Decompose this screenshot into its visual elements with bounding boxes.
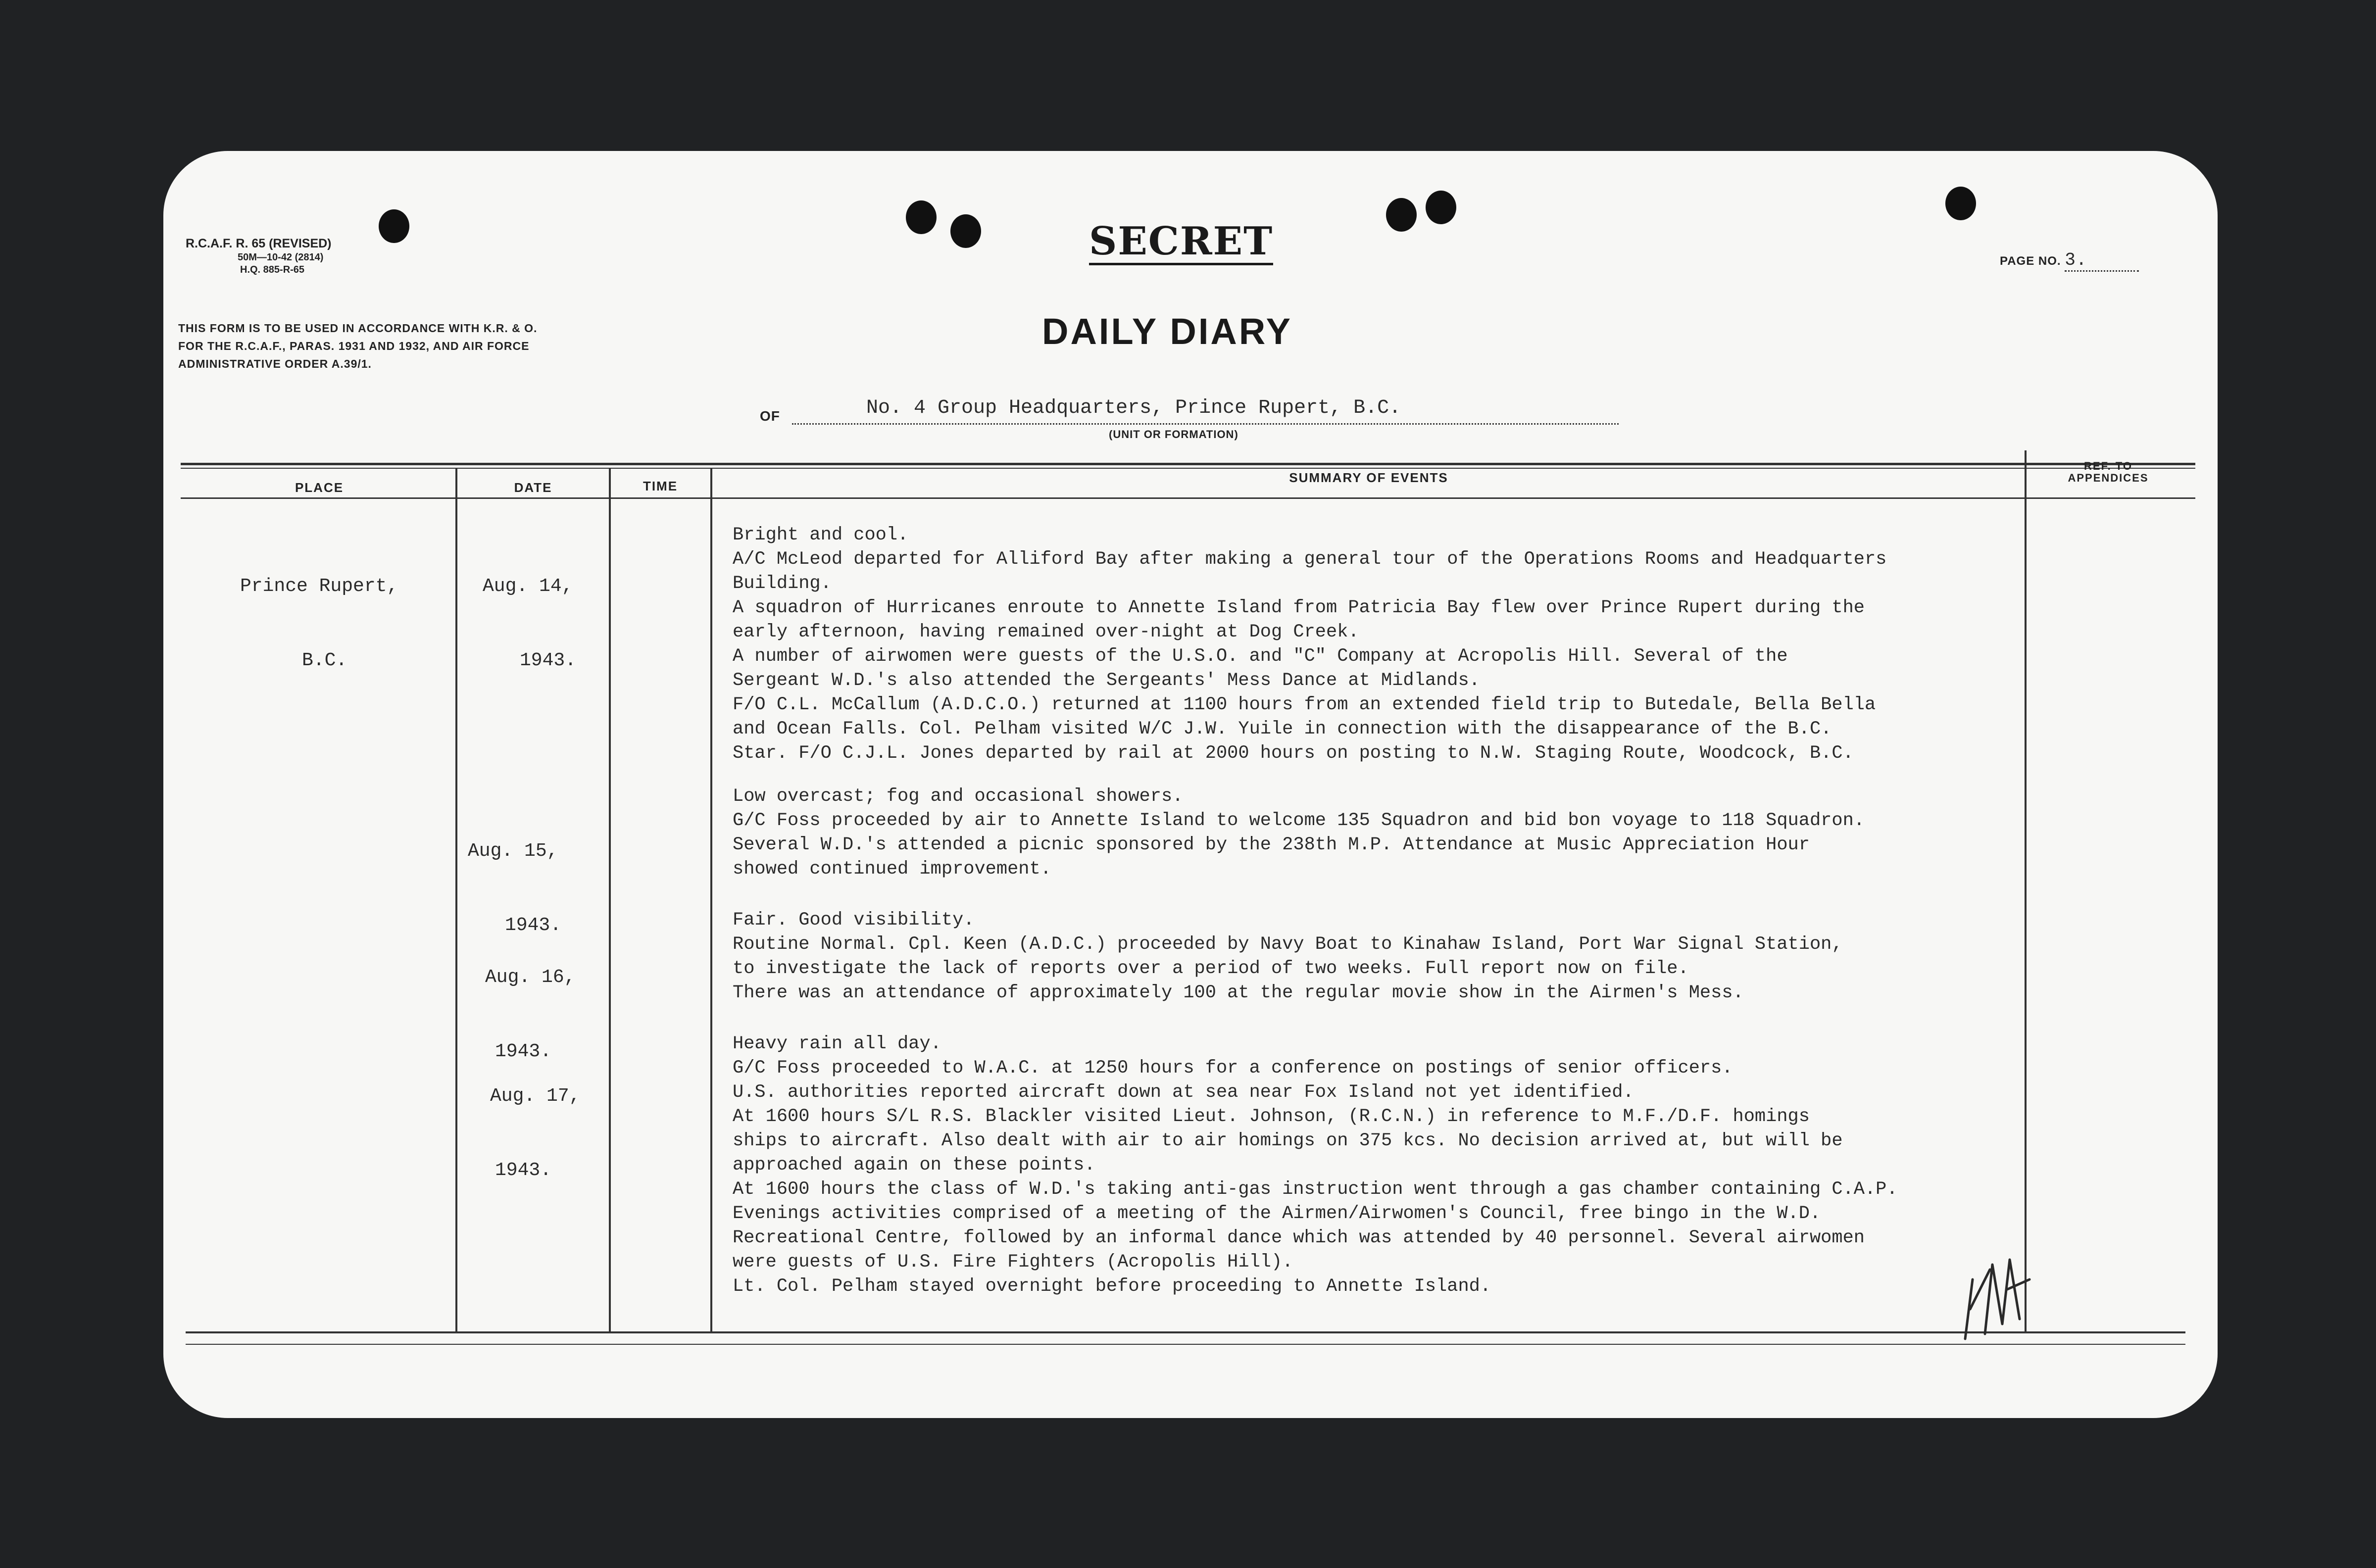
page-number	[2000, 250, 2139, 272]
handwritten-initials	[1955, 1250, 2034, 1349]
entry-line: Recreational Centre, followed by an informal dance which was attended by 40 personnel. Several airwomen	[733, 1227, 1865, 1248]
form-id-line: R.C.A.F. R. 65 (REVISED)	[186, 237, 332, 250]
table-bottom-rule-2	[186, 1344, 2185, 1345]
date-line: Aug. 17,	[490, 1085, 581, 1107]
punch-hole	[950, 214, 981, 248]
entry-line: Lt. Col. Pelham stayed overnight before proceeding to Annette Island.	[733, 1276, 1491, 1297]
entry-line: A squadron of Hurricanes enroute to Annette Island from Patricia Bay flew over Prince Rupert during the	[733, 597, 1865, 618]
diary-entry	[733, 908, 2015, 1005]
entry-line: approached again on these points.	[733, 1155, 1095, 1176]
diary-entry	[733, 523, 2015, 766]
entry-line: early afternoon, having remained over-night at Dog Creek.	[733, 622, 1359, 642]
date-line: 1943.	[495, 1041, 552, 1062]
entry-line: Bright and cool.	[733, 525, 909, 545]
column-divider	[455, 469, 457, 1331]
diary-entry	[733, 1032, 2015, 1299]
unit-name	[792, 393, 1619, 425]
form-id-block	[186, 236, 332, 276]
entry-line: Several W.D.'s attended a picnic sponsored by the 238th M.P. Attendance at Music Appreciation Hour	[733, 834, 1810, 855]
place-line: B.C.	[302, 650, 347, 671]
punch-hole	[1426, 191, 1456, 224]
entry-line: and Ocean Falls. Col. Pelham visited W/C J.W. Yuile in connection with the disappearance of the B.C.	[733, 719, 1832, 739]
column-divider	[609, 469, 611, 1331]
form-id-line: H.Q. 885-R-65	[240, 264, 305, 276]
date-cell	[483, 525, 576, 723]
entry-line: Routine Normal. Cpl. Keen (A.D.C.) proceeded by Navy Boat to Kinahaw Island, Port War Signal Station,	[733, 934, 1843, 955]
entry-line: Heavy rain all day.	[733, 1033, 941, 1054]
page-number-label: PAGE NO.	[2000, 254, 2061, 268]
entry-line: There was an attendance of approximately 100 at the regular movie show in the Airmen's Mess.	[733, 982, 1744, 1003]
entry-line: U.S. authorities reported aircraft down at sea near Fox Island not yet identified.	[733, 1082, 1634, 1103]
date-line: 1943.	[495, 1160, 552, 1181]
diary-entry	[733, 784, 2015, 882]
column-header-place: PLACE	[295, 480, 344, 495]
date-line: Aug. 16,	[485, 967, 576, 988]
punch-hole	[1945, 187, 1976, 220]
date-line: Aug. 15,	[468, 840, 558, 862]
table-top-rule	[181, 463, 2195, 465]
entry-line: Sergeant W.D.'s also attended the Sergeants' Mess Dance at Midlands.	[733, 670, 1480, 691]
entry-line: were guests of U.S. Fire Fighters (Acropolis Hill).	[733, 1252, 1293, 1273]
punch-hole	[379, 209, 409, 243]
form-id-line: 50M—10-42 (2814)	[238, 252, 324, 263]
of-label: OF	[760, 408, 780, 424]
ref-header-line: APPENDICES	[2068, 472, 2149, 484]
date-line: 1943.	[505, 915, 562, 936]
punch-hole	[906, 200, 937, 234]
table-top-rule-2	[181, 468, 2195, 469]
entry-line: G/C Foss proceeded to W.A.C. at 1250 hours for a conference on postings of senior officers.	[733, 1058, 1733, 1078]
date-cell	[490, 1034, 580, 1232]
date-line: 1943.	[520, 650, 577, 671]
column-header-time: TIME	[643, 479, 678, 493]
entry-line: A number of airwomen were guests of the U.S.O. and "C" Company at Acropolis Hill. Several of the	[733, 646, 1788, 667]
form-title: DAILY DIARY	[1042, 311, 1292, 352]
ref-header-line: REF. TO	[2084, 460, 2132, 472]
unit-name-text: No. 4 Group Headquarters, Prince Rupert, B.C.	[866, 397, 1401, 419]
page-number-value: 3.	[2065, 250, 2139, 272]
punch-hole	[1386, 198, 1417, 232]
column-divider	[2025, 450, 2027, 1331]
place-cell	[240, 525, 398, 723]
column-divider	[710, 469, 712, 1331]
classification-stamp: SECRET	[1089, 220, 1273, 265]
form-usage-notice: THIS FORM IS TO BE USED IN ACCORDANCE WITH K.R. & O. FOR THE R.C.A.F., PARAS. 1931 AND 1932, AND AIR FORCE ADMINISTRATIVE ORDER A.39/1.	[178, 322, 538, 370]
entry-line: showed continued improvement.	[733, 859, 1051, 880]
entry-line: ships to aircraft. Also dealt with air to air homings on 375 kcs. No decision arrived at, but will be	[733, 1130, 1843, 1151]
entry-line: Star. F/O C.J.L. Jones departed by rail at 2000 hours on posting to N.W. Staging Route, Woodcock, B.C.	[733, 743, 1854, 764]
column-header-summary: SUMMARY OF EVENTS	[1289, 470, 1448, 485]
column-header-date: DATE	[514, 480, 552, 495]
entry-line: A/C McLeod departed for Alliford Bay after making a general tour of the Operations Rooms and Headquarters	[733, 549, 1887, 570]
entry-line: Evenings activities comprised of a meeting of the Airmen/Airwomen's Council, free bingo in the W.D.	[733, 1203, 1821, 1224]
entry-line: Building.	[733, 573, 832, 594]
entry-line: Low overcast; fog and occasional showers.	[733, 786, 1184, 807]
date-line: Aug. 14,	[483, 576, 573, 597]
entry-line: Fair. Good visibility.	[733, 910, 975, 931]
unit-caption: (UNIT OR FORMATION)	[1109, 428, 1238, 441]
column-header-ref	[2027, 460, 2190, 484]
place-line: Prince Rupert,	[240, 576, 398, 597]
entry-line: G/C Foss proceeded by air to Annette Island to welcome 135 Squadron and bid bon voyage to 118 Squadron.	[733, 810, 1865, 831]
entry-line: At 1600 hours the class of W.D.'s taking anti-gas instruction went through a gas chamber containing C.A.P.	[733, 1179, 1898, 1200]
entry-line: F/O C.L. McCallum (A.D.C.O.) returned at 1100 hours from an extended field trip to Butedale, Bella Bella	[733, 694, 1876, 715]
header-bottom-rule	[181, 497, 2195, 499]
table-bottom-rule	[186, 1331, 2185, 1333]
entry-line: At 1600 hours S/L R.S. Blackler visited Lieut. Johnson, (R.C.N.) in reference to M.F./D.F. homings	[733, 1106, 1810, 1127]
diary-form-card	[163, 151, 2218, 1418]
entry-line: to investigate the lack of reports over a period of two weeks. Full report now on file.	[733, 958, 1689, 979]
